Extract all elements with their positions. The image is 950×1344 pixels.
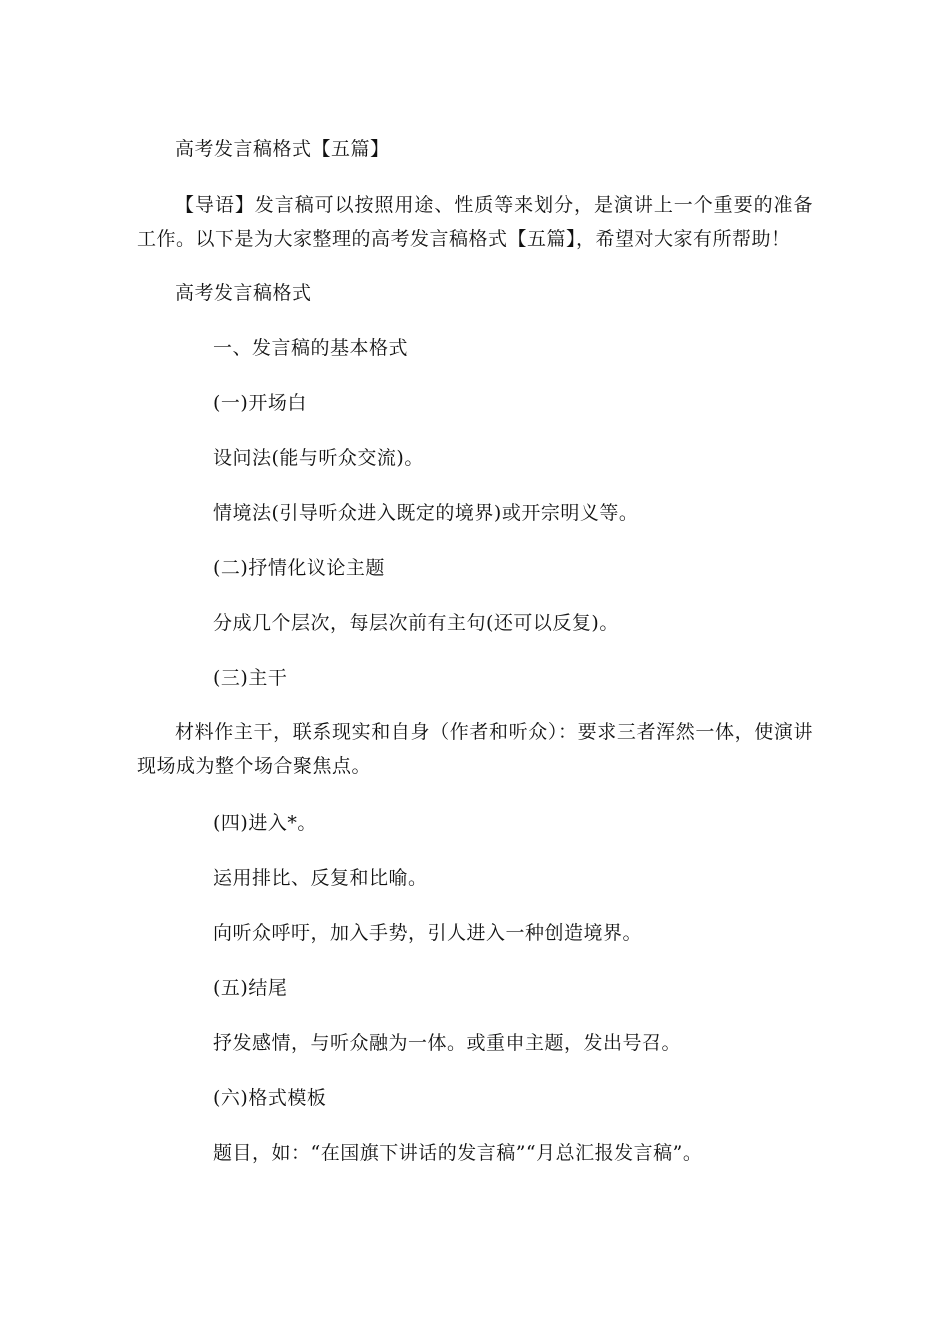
section-title: 高考发言稿格式 (175, 282, 312, 304)
heading-basic-format: 一、发言稿的基本格式 (213, 337, 409, 359)
paragraph: 设问法(能与听众交流)。 (213, 447, 424, 469)
item-template: (六)格式模板 (213, 1087, 327, 1109)
paragraph: 题目，如：“在国旗下讲话的发言稿”“月总汇报发言稿”。 (213, 1142, 703, 1164)
item-climax: (四)进入*。 (213, 812, 317, 834)
paragraph: 材料作主干，联系现实和自身（作者和听众）：要求三者浑然一体，使演讲现场成为整个场合聚焦点。 (137, 721, 813, 777)
item-main-body: (三)主干 (213, 667, 288, 689)
item-opening: (一)开场白 (213, 392, 307, 414)
paragraph: 抒发感情，与听众融为一体。或重申主题，发出号召。 (213, 1032, 682, 1054)
intro-paragraph: 【导语】发言稿可以按照用途、性质等来划分，是演讲上一个重要的准备工作。以下是为大家整理的高考发言稿格式【五篇】，希望对大家有所帮助！ (137, 194, 813, 250)
paragraph: 情境法(引导听众进入既定的境界)或开宗明义等。 (213, 502, 639, 524)
item-ending: (五)结尾 (213, 977, 288, 999)
paragraph: 分成几个层次，每层次前有主句(还可以反复)。 (213, 612, 619, 634)
paragraph: 向听众呼吁，加入手势，引人进入一种创造境界。 (213, 922, 643, 944)
item-lyrical-theme: (二)抒情化议论主题 (213, 557, 385, 579)
paragraph: 运用排比、反复和比喻。 (213, 867, 428, 889)
document-title: 高考发言稿格式【五篇】 (175, 138, 390, 160)
